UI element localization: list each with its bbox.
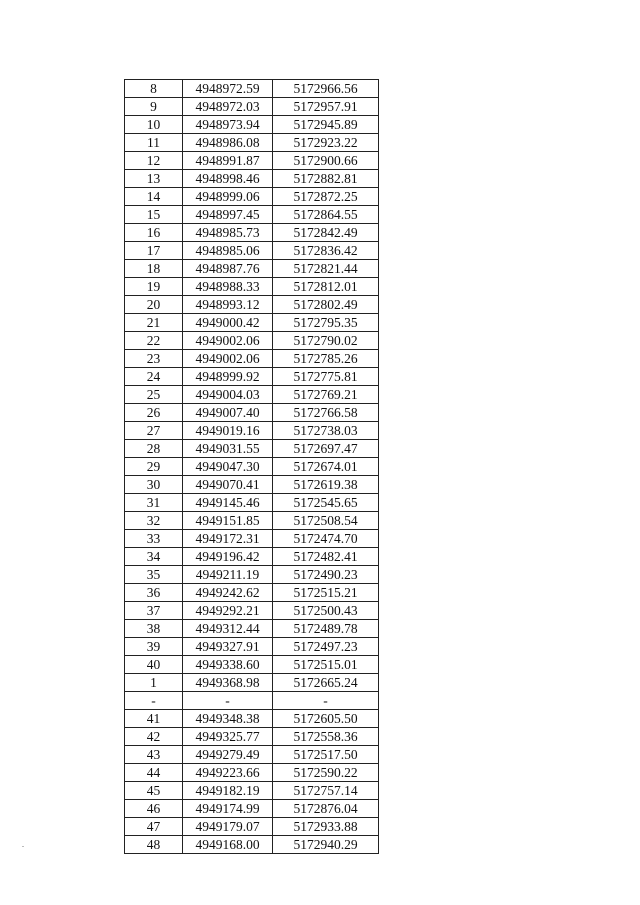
- x-coordinate-cell: 4949279.49: [183, 746, 273, 764]
- point-number-cell: 27: [125, 422, 183, 440]
- point-number-cell: 37: [125, 602, 183, 620]
- y-coordinate-cell: 5172940.29: [273, 836, 379, 854]
- coordinates-table: [124, 79, 379, 854]
- y-coordinate-cell: 5172482.41: [273, 548, 379, 566]
- table-row: [125, 494, 379, 512]
- x-coordinate-cell: 4949002.06: [183, 350, 273, 368]
- x-coordinate-cell: 4949172.31: [183, 530, 273, 548]
- x-coordinate-cell: 4949196.42: [183, 548, 273, 566]
- table-row: [125, 98, 379, 116]
- x-coordinate-cell: 4949292.21: [183, 602, 273, 620]
- y-coordinate-cell: 5172872.25: [273, 188, 379, 206]
- x-coordinate-cell: 4949019.16: [183, 422, 273, 440]
- point-number-cell: 45: [125, 782, 183, 800]
- point-number-cell: 39: [125, 638, 183, 656]
- table-row: [125, 278, 379, 296]
- x-coordinate-cell: 4949182.19: [183, 782, 273, 800]
- y-coordinate-cell: 5172515.21: [273, 584, 379, 602]
- point-number-cell: 31: [125, 494, 183, 512]
- y-coordinate-cell: 5172757.14: [273, 782, 379, 800]
- table-row: [125, 440, 379, 458]
- y-coordinate-cell: 5172923.22: [273, 134, 379, 152]
- y-coordinate-cell: 5172836.42: [273, 242, 379, 260]
- y-coordinate-cell: 5172497.23: [273, 638, 379, 656]
- table-row: [125, 350, 379, 368]
- y-coordinate-cell: 5172558.36: [273, 728, 379, 746]
- table-row: [125, 782, 379, 800]
- y-coordinate-cell: 5172900.66: [273, 152, 379, 170]
- point-number-cell: -: [125, 692, 183, 710]
- point-number-cell: 24: [125, 368, 183, 386]
- coordinates-table-body: [125, 80, 379, 854]
- table-row: [125, 134, 379, 152]
- x-coordinate-cell: 4949179.07: [183, 818, 273, 836]
- point-number-cell: 32: [125, 512, 183, 530]
- table-row: [125, 458, 379, 476]
- x-coordinate-cell: 4948999.06: [183, 188, 273, 206]
- point-number-cell: 47: [125, 818, 183, 836]
- table-row: [125, 224, 379, 242]
- x-coordinate-cell: 4949242.62: [183, 584, 273, 602]
- point-number-cell: 8: [125, 80, 183, 98]
- point-number-cell: 10: [125, 116, 183, 134]
- y-coordinate-cell: 5172876.04: [273, 800, 379, 818]
- table-row: [125, 746, 379, 764]
- x-coordinate-cell: 4948998.46: [183, 170, 273, 188]
- x-coordinate-cell: 4948987.76: [183, 260, 273, 278]
- point-number-cell: 25: [125, 386, 183, 404]
- y-coordinate-cell: 5172785.26: [273, 350, 379, 368]
- table-row: [125, 674, 379, 692]
- table-row: [125, 728, 379, 746]
- y-coordinate-cell: 5172508.54: [273, 512, 379, 530]
- x-coordinate-cell: 4949047.30: [183, 458, 273, 476]
- table-row: [125, 206, 379, 224]
- y-coordinate-cell: 5172795.35: [273, 314, 379, 332]
- point-number-cell: 21: [125, 314, 183, 332]
- table-row: [125, 620, 379, 638]
- point-number-cell: 33: [125, 530, 183, 548]
- point-number-cell: 13: [125, 170, 183, 188]
- table-row: [125, 332, 379, 350]
- table-row: [125, 368, 379, 386]
- table-row: [125, 314, 379, 332]
- y-coordinate-cell: 5172957.91: [273, 98, 379, 116]
- point-number-cell: 48: [125, 836, 183, 854]
- point-number-cell: 28: [125, 440, 183, 458]
- y-coordinate-cell: 5172619.38: [273, 476, 379, 494]
- point-number-cell: 11: [125, 134, 183, 152]
- table-row: [125, 80, 379, 98]
- point-number-cell: 26: [125, 404, 183, 422]
- x-coordinate-cell: 4948988.33: [183, 278, 273, 296]
- y-coordinate-cell: 5172545.65: [273, 494, 379, 512]
- y-coordinate-cell: 5172966.56: [273, 80, 379, 98]
- point-number-cell: 1: [125, 674, 183, 692]
- table-row: [125, 188, 379, 206]
- table-row: [125, 512, 379, 530]
- table-row: [125, 152, 379, 170]
- x-coordinate-cell: 4949004.03: [183, 386, 273, 404]
- point-number-cell: 41: [125, 710, 183, 728]
- table-row: [125, 260, 379, 278]
- point-number-cell: 16: [125, 224, 183, 242]
- y-coordinate-cell: 5172515.01: [273, 656, 379, 674]
- table-row: [125, 710, 379, 728]
- x-coordinate-cell: 4949312.44: [183, 620, 273, 638]
- table-row: [125, 386, 379, 404]
- y-coordinate-cell: 5172769.21: [273, 386, 379, 404]
- y-coordinate-cell: 5172882.81: [273, 170, 379, 188]
- y-coordinate-cell: 5172674.01: [273, 458, 379, 476]
- point-number-cell: 38: [125, 620, 183, 638]
- x-coordinate-cell: 4948972.03: [183, 98, 273, 116]
- point-number-cell: 17: [125, 242, 183, 260]
- point-number-cell: 46: [125, 800, 183, 818]
- y-coordinate-cell: 5172500.43: [273, 602, 379, 620]
- y-coordinate-cell: 5172590.22: [273, 764, 379, 782]
- x-coordinate-cell: -: [183, 692, 273, 710]
- table-row: [125, 548, 379, 566]
- x-coordinate-cell: 4948999.92: [183, 368, 273, 386]
- x-coordinate-cell: 4948985.06: [183, 242, 273, 260]
- point-number-cell: 43: [125, 746, 183, 764]
- x-coordinate-cell: 4948991.87: [183, 152, 273, 170]
- x-coordinate-cell: 4949211.19: [183, 566, 273, 584]
- table-row: [125, 170, 379, 188]
- table-row: [125, 566, 379, 584]
- y-coordinate-cell: 5172933.88: [273, 818, 379, 836]
- x-coordinate-cell: 4948993.12: [183, 296, 273, 314]
- y-coordinate-cell: 5172738.03: [273, 422, 379, 440]
- point-number-cell: 18: [125, 260, 183, 278]
- table-row: [125, 602, 379, 620]
- table-row: [125, 692, 379, 710]
- x-coordinate-cell: 4949348.38: [183, 710, 273, 728]
- table-row: [125, 656, 379, 674]
- x-coordinate-cell: 4949145.46: [183, 494, 273, 512]
- x-coordinate-cell: 4948985.73: [183, 224, 273, 242]
- point-number-cell: 36: [125, 584, 183, 602]
- x-coordinate-cell: 4949002.06: [183, 332, 273, 350]
- y-coordinate-cell: 5172766.58: [273, 404, 379, 422]
- table-row: [125, 638, 379, 656]
- point-number-cell: 34: [125, 548, 183, 566]
- y-coordinate-cell: 5172790.02: [273, 332, 379, 350]
- table-row: [125, 530, 379, 548]
- y-coordinate-cell: 5172474.70: [273, 530, 379, 548]
- x-coordinate-cell: 4949031.55: [183, 440, 273, 458]
- point-number-cell: 12: [125, 152, 183, 170]
- point-number-cell: 42: [125, 728, 183, 746]
- point-number-cell: 35: [125, 566, 183, 584]
- y-coordinate-cell: 5172489.78: [273, 620, 379, 638]
- x-coordinate-cell: 4948973.94: [183, 116, 273, 134]
- x-coordinate-cell: 4949151.85: [183, 512, 273, 530]
- y-coordinate-cell: 5172821.44: [273, 260, 379, 278]
- y-coordinate-cell: 5172945.89: [273, 116, 379, 134]
- table-row: [125, 242, 379, 260]
- point-number-cell: 20: [125, 296, 183, 314]
- x-coordinate-cell: 4948986.08: [183, 134, 273, 152]
- table-row: [125, 764, 379, 782]
- table-row: [125, 836, 379, 854]
- y-coordinate-cell: 5172517.50: [273, 746, 379, 764]
- table-row: [125, 116, 379, 134]
- table-row: [125, 476, 379, 494]
- y-coordinate-cell: 5172490.23: [273, 566, 379, 584]
- y-coordinate-cell: 5172775.81: [273, 368, 379, 386]
- y-coordinate-cell: 5172802.49: [273, 296, 379, 314]
- point-number-cell: 29: [125, 458, 183, 476]
- table-row: [125, 818, 379, 836]
- point-number-cell: 23: [125, 350, 183, 368]
- x-coordinate-cell: 4949174.99: [183, 800, 273, 818]
- point-number-cell: 19: [125, 278, 183, 296]
- y-coordinate-cell: 5172605.50: [273, 710, 379, 728]
- x-coordinate-cell: 4949325.77: [183, 728, 273, 746]
- x-coordinate-cell: 4949168.00: [183, 836, 273, 854]
- x-coordinate-cell: 4949070.41: [183, 476, 273, 494]
- y-coordinate-cell: 5172812.01: [273, 278, 379, 296]
- x-coordinate-cell: 4949000.42: [183, 314, 273, 332]
- x-coordinate-cell: 4949368.98: [183, 674, 273, 692]
- table-row: [125, 584, 379, 602]
- scan-speck: [22, 846, 24, 847]
- x-coordinate-cell: 4948997.45: [183, 206, 273, 224]
- y-coordinate-cell: -: [273, 692, 379, 710]
- table-row: [125, 404, 379, 422]
- point-number-cell: 9: [125, 98, 183, 116]
- y-coordinate-cell: 5172697.47: [273, 440, 379, 458]
- point-number-cell: 14: [125, 188, 183, 206]
- point-number-cell: 40: [125, 656, 183, 674]
- y-coordinate-cell: 5172842.49: [273, 224, 379, 242]
- point-number-cell: 44: [125, 764, 183, 782]
- point-number-cell: 30: [125, 476, 183, 494]
- x-coordinate-cell: 4949007.40: [183, 404, 273, 422]
- x-coordinate-cell: 4949327.91: [183, 638, 273, 656]
- point-number-cell: 15: [125, 206, 183, 224]
- y-coordinate-cell: 5172864.55: [273, 206, 379, 224]
- x-coordinate-cell: 4949223.66: [183, 764, 273, 782]
- table-row: [125, 296, 379, 314]
- point-number-cell: 22: [125, 332, 183, 350]
- table-row: [125, 422, 379, 440]
- x-coordinate-cell: 4949338.60: [183, 656, 273, 674]
- x-coordinate-cell: 4948972.59: [183, 80, 273, 98]
- table-row: [125, 800, 379, 818]
- y-coordinate-cell: 5172665.24: [273, 674, 379, 692]
